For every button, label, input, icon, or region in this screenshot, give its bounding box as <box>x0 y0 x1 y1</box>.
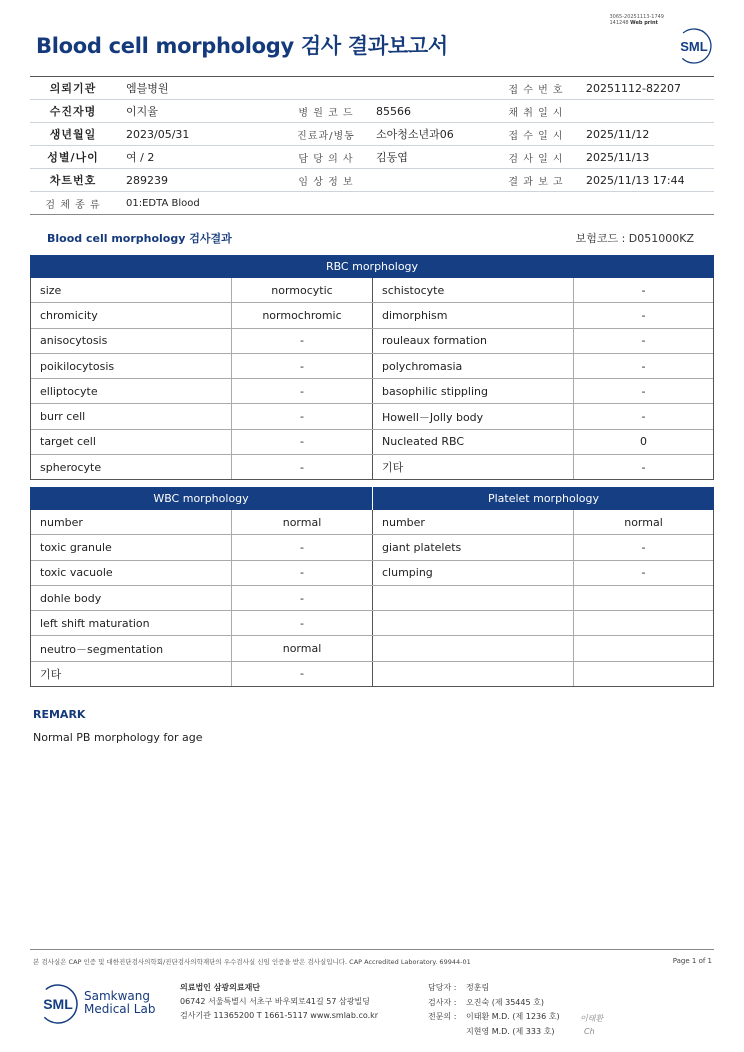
info-value: 엠블병원 <box>126 82 169 95</box>
info-row <box>30 123 714 146</box>
item-name: Howell－Jolly body <box>373 404 574 428</box>
table-row <box>31 636 713 661</box>
item-result: - <box>641 540 646 554</box>
staff-name: 이태환 M.D. (제 1236 호) <box>466 1012 560 1021</box>
cert-statement: 본 검사실은 CAP 인증 및 대한진단검사의학회/진단검사의학재단의 우수검사실 신임 인증을 받은 검사실입니다. CAP Accredited Laboratory. 69944-01 <box>33 958 471 966</box>
item-name: burr cell <box>31 404 232 428</box>
item-result: - <box>232 586 373 610</box>
info-value: 김동엽 <box>376 151 408 164</box>
item-result: normal <box>232 636 373 660</box>
item-result: - <box>641 283 646 297</box>
info-value: 소아청소년과06 <box>376 128 454 141</box>
info-label: 채 취 일 시 <box>508 107 564 119</box>
svg-text:SML: SML <box>680 39 708 54</box>
brand-line: Samkwang <box>84 989 150 1003</box>
item-name: 기타 <box>31 662 232 686</box>
item-name: 기타 <box>373 455 574 479</box>
item-name: number <box>373 510 574 534</box>
org-address: 06742 서울특별시 서초구 바우뫼로41길 57 삼광빌딩 <box>180 997 370 1006</box>
info-row <box>30 146 714 169</box>
table-row <box>31 611 713 636</box>
table-row <box>31 430 713 455</box>
info-label: 생년월일 <box>49 128 97 141</box>
staff-role: 전문의 : <box>428 1012 457 1021</box>
table-row <box>31 561 713 586</box>
item-name: dohle body <box>31 586 232 610</box>
item-name <box>373 611 574 635</box>
platelet-header: Platelet morphology <box>373 487 714 510</box>
print-code <box>609 14 664 26</box>
info-row <box>30 77 714 100</box>
item-name <box>373 662 574 686</box>
item-name: giant platelets <box>373 535 574 559</box>
info-label: 수진자명 <box>49 105 97 118</box>
item-result: - <box>232 354 373 378</box>
footer-divider <box>30 949 714 950</box>
item-result: - <box>232 379 373 403</box>
sml-footer-logo-icon <box>36 982 80 1026</box>
print-code-line: 3065-20251113-1749 <box>609 14 664 20</box>
info-label: 의뢰기관 <box>49 82 97 95</box>
info-label: 성별/나이 <box>47 151 99 164</box>
signature-mark: Ch <box>584 1027 595 1036</box>
info-value: 2025/11/12 <box>586 127 650 141</box>
info-value: 이지율 <box>126 105 158 118</box>
item-name: spherocyte <box>31 455 232 479</box>
item-result <box>574 662 713 686</box>
item-result <box>574 611 713 635</box>
item-name: schistocyte <box>373 278 574 302</box>
wbc-platelet-table <box>30 510 714 687</box>
item-result: - <box>641 566 646 580</box>
item-result: - <box>232 662 373 686</box>
item-result: - <box>641 334 646 348</box>
item-name: anisocytosis <box>31 329 232 353</box>
item-result: normal <box>624 515 663 529</box>
info-value: 2023/05/31 <box>126 127 190 141</box>
item-name: toxic vacuole <box>31 561 232 585</box>
item-name: poikilocytosis <box>31 354 232 378</box>
patient-info-table <box>30 76 714 215</box>
table-row <box>31 278 713 303</box>
item-result: - <box>641 410 646 424</box>
item-result: - <box>641 359 646 373</box>
item-result <box>574 586 713 610</box>
staff-name: 오진숙 (제 35445 호) <box>466 997 544 1007</box>
item-name: number <box>31 510 232 534</box>
item-name: toxic granule <box>31 535 232 559</box>
info-value: 2025/11/13 17:44 <box>586 173 685 187</box>
info-label: 차트번호 <box>49 174 97 187</box>
item-name: elliptocyte <box>31 379 232 403</box>
report-title: Blood cell morphology 검사 결과보고서 <box>36 34 448 58</box>
item-name: chromicity <box>31 303 232 327</box>
staff-row <box>428 1025 560 1040</box>
info-label: 접 수 번 호 <box>508 84 564 96</box>
table-row <box>31 379 713 404</box>
org-contact: 검사기관 11365200 T 1661-5117 www.smlab.co.kr <box>180 1011 379 1020</box>
item-result: - <box>232 561 373 585</box>
item-name: basophilic stippling <box>373 379 574 403</box>
remark-text: Normal PB morphology for age <box>33 731 203 744</box>
info-label: 접 수 일 시 <box>508 130 564 142</box>
info-label: 임 상 정 보 <box>298 176 354 188</box>
info-value: 289239 <box>126 173 168 187</box>
insurance-code: 보험코드 : D051000KZ <box>575 232 694 245</box>
staff-row <box>428 1010 560 1025</box>
item-result: - <box>232 535 373 559</box>
specimen-row <box>30 192 714 215</box>
svg-text:SML: SML <box>43 996 73 1012</box>
item-name: rouleaux formation <box>373 329 574 353</box>
brand-line: Medical Lab <box>84 1002 156 1016</box>
item-name: neutro－segmentation <box>31 636 232 660</box>
info-value: 여 / 2 <box>126 151 155 164</box>
org-info <box>180 981 378 1023</box>
item-result: - <box>641 460 646 474</box>
info-value: 85566 <box>376 104 411 118</box>
item-name: target cell <box>31 430 232 454</box>
item-name: clumping <box>373 561 574 585</box>
item-result: normochromic <box>232 303 373 327</box>
staff-role: 담당자 : <box>428 983 457 992</box>
staff-role <box>428 1025 466 1040</box>
staff-name: 지현영 M.D. (제 333 호) <box>466 1026 555 1036</box>
web-print-label: Web print <box>630 20 658 26</box>
table-row <box>31 329 713 354</box>
info-row <box>30 100 714 123</box>
info-value: 20251112-82207 <box>586 81 681 95</box>
staff-row <box>428 996 560 1011</box>
rbc-header: RBC morphology <box>30 255 714 278</box>
info-label: 담 당 의 사 <box>298 153 354 165</box>
item-name <box>373 636 574 660</box>
item-name: polychromasia <box>373 354 574 378</box>
org-name: 의료법인 삼광의료재단 <box>180 983 261 992</box>
item-result: normocytic <box>232 278 373 302</box>
item-name: Nucleated RBC <box>373 430 574 454</box>
item-result <box>574 636 713 660</box>
item-name: left shift maturation <box>31 611 232 635</box>
staff-row <box>428 981 560 996</box>
item-name <box>373 586 574 610</box>
info-label: 병 원 코 드 <box>298 107 354 119</box>
sml-logo-icon <box>674 26 714 66</box>
table-row <box>31 354 713 379</box>
remark-title: REMARK <box>33 708 86 721</box>
staff-name: 정훈림 <box>466 983 490 992</box>
table-row <box>31 535 713 560</box>
item-result: - <box>232 430 373 454</box>
item-name: size <box>31 278 232 302</box>
info-label: 검 사 일 시 <box>508 153 564 165</box>
info-value: 2025/11/13 <box>586 150 650 164</box>
item-result: - <box>232 611 373 635</box>
item-result: 0 <box>640 435 647 449</box>
item-result: - <box>641 308 646 322</box>
table-row <box>31 586 713 611</box>
item-name: dimorphism <box>373 303 574 327</box>
item-result: normal <box>232 510 373 534</box>
info-label: 진료과/병동 <box>297 130 355 142</box>
staff-list <box>428 981 560 1039</box>
table-row <box>31 455 713 480</box>
brand-name <box>84 990 155 1016</box>
page-number: Page 1 of 1 <box>672 957 712 965</box>
table-row <box>31 662 713 687</box>
signature-mark: 이태환 <box>580 1014 604 1023</box>
info-label: 결 과 보 고 <box>508 176 564 188</box>
specimen-value: 01:EDTA Blood <box>126 197 200 209</box>
staff-role: 검사자 : <box>428 997 457 1007</box>
wbc-header: WBC morphology <box>30 487 372 510</box>
item-result: - <box>232 455 373 479</box>
rbc-table <box>30 278 714 480</box>
print-code-line2: 141248 <box>609 20 629 26</box>
info-row <box>30 169 714 192</box>
section-title: Blood cell morphology 검사결과 <box>47 232 232 245</box>
item-result: - <box>641 384 646 398</box>
table-row <box>31 303 713 328</box>
item-result: - <box>232 329 373 353</box>
table-row <box>31 510 713 535</box>
specimen-label: 검 체 종 류 <box>45 199 101 211</box>
item-result: - <box>232 404 373 428</box>
table-row <box>31 404 713 429</box>
